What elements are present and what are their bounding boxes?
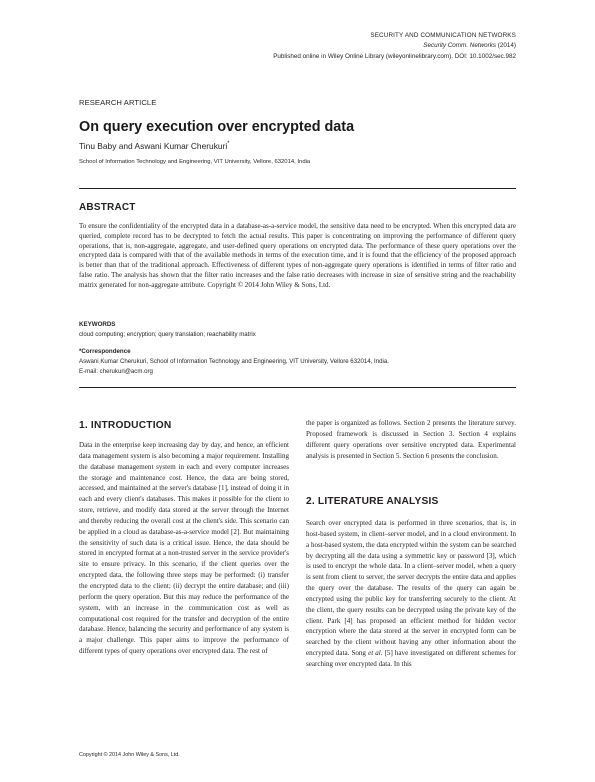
article-type: RESEARCH ARTICLE [79, 98, 157, 107]
corresponding-mark: * [227, 141, 230, 148]
header-divider [79, 188, 516, 189]
journal-section: SECURITY AND COMMUNICATION NETWORKS [370, 32, 516, 39]
journal-year: (2014) [497, 42, 516, 50]
literature-heading: 2. LITERATURE ANALYSIS [306, 496, 439, 507]
correspondence-details [79, 357, 389, 377]
article-title: On query execution over encrypted data [79, 119, 355, 135]
page-footer: Copyright © 2014 John Wiley & Sons, Ltd. [79, 752, 180, 758]
publication-line: Published online in Wiley Online Library (wileyonlinelibrary.com). DOI: 10.1002/sec.982 [273, 52, 516, 60]
keywords-list: cloud computing; encryption; query translation; reachability matrix [79, 331, 256, 338]
abstract-body: To ensure the confidentiality of the encrypted data in a database-as-a-service model, the sensitive data need to be encrypted. When this encrypted data are queried, complete record has to be decrypted to fetch the actual results. This paper is concentrating on improving the performance of different query operations, that is, non-aggregate, aggregate, and user-defined query operations on encrypted data. The performance of these query operations over the encrypted data is compared with that of the available methods in terms of the execution time, and it is found that the efficiency of the proposed approach is better than that of the traditional approach. Effectiveness of different types of non-aggregate query operations is identified in terms of filter ratio and false ratio. The analysis has shown that the filter ratio increases and the false ratio decreases with increase in size of sensitive string and the reachability matrix generated for non-aggregate attribute. Copyright © 2014 John Wiley & Sons, Ltd. [79, 222, 516, 289]
author-affiliation: School of Information Technology and Engineering, VIT University, Vellore, 632014, India [79, 159, 311, 165]
introduction-body: Data in the enterprise keep increasing day by day, and hence, an efficient data management system is also becoming a major requirement. Installing the database management system in each and every computer increases the storage and maintenance cost. Hence, the data are being stored, accessed, and maintained at the server's database [1], instead of doing it in each and every client's databases. This makes it possible for the client to store, retrieve, and modify data stored at the server through the Internet and thereby reducing the overall cost at the client's side. This scenario can be applied in a cloud as database-as-a-service model [2]. But maintaining the sensitivity of such data is a critical issue. Hence, the data should be stored in encrypted format at a non-trusted server in the service provider's site to ensure privacy. In this scenario, if the client queries over the encrypted data, the following three steps may be performed: (i) transfer the encrypted data to the client; (ii) decrypt the entire database; and (iii) perform the query operation. But this may reduce the performance of the system, with an increase in the communication cost as well as computational cost required for the transfer and decryption of the entire database. Hence, balancing the security and performance of any system is a major challenge. This paper aims to improve the performance of different types of query operations over encrypted data. The rest of [79, 441, 289, 656]
correspondence-heading: *Correspondence [79, 348, 131, 355]
abstract-heading: ABSTRACT [79, 202, 136, 213]
literature-text: Search over encrypted data is performed in three scenarios, that is, in host-based system, in client–server model, and in a cloud environment. In a host-based system, the data encrypted within the system can be searched by decrypting all the data using a symmetric key or password [3], which is used to encrypt the whole data. In a client–server model, when a query is sent from client to server, the server decrypts the entire data and applies the query over the database. The results of the query can again be encrypted using the public key for transferring securely to the client. At the client, the query results can be decrypted using the private key of the client. Park [4] has proposed an efficient method for hidden vector encryption where the data stored at the server in encrypted form can be searched by the client without having any other information about the encrypted data. Song [306, 519, 516, 658]
literature-body [306, 518, 516, 670]
introduction-continued: the paper is organized as follows. Section 2 presents the literature survey. Proposed framework is discussed in Section 3. Section 4 explains different query operations over sensitive encrypted data. Experimental analysis is presented in Section 5. Section 6 presents the conclusion. [306, 419, 516, 460]
literature-etal: et al [368, 649, 381, 658]
author-names: Tinu Baby and Aswani Kumar Cherukuri [79, 141, 228, 151]
journal-citation [273, 41, 516, 51]
journal-header [273, 31, 516, 62]
journal-name: Security Comm. Networks [423, 42, 497, 50]
keywords-heading: KEYWORDS [79, 321, 116, 328]
introduction-heading: 1. INTRODUCTION [79, 420, 172, 431]
literature-text-end: . [5] have investigated on different schemes for searching over encrypted data. In this [306, 649, 516, 668]
correspondence-address: Aswani Kumar Cherukuri, School of Information Technology and Engineering, VIT University, Vellore 632014, India. [79, 358, 389, 365]
abstract-divider [79, 387, 516, 388]
correspondence-email: E-mail: cherukuri@acm.org [79, 368, 153, 375]
article-authors [79, 141, 230, 151]
